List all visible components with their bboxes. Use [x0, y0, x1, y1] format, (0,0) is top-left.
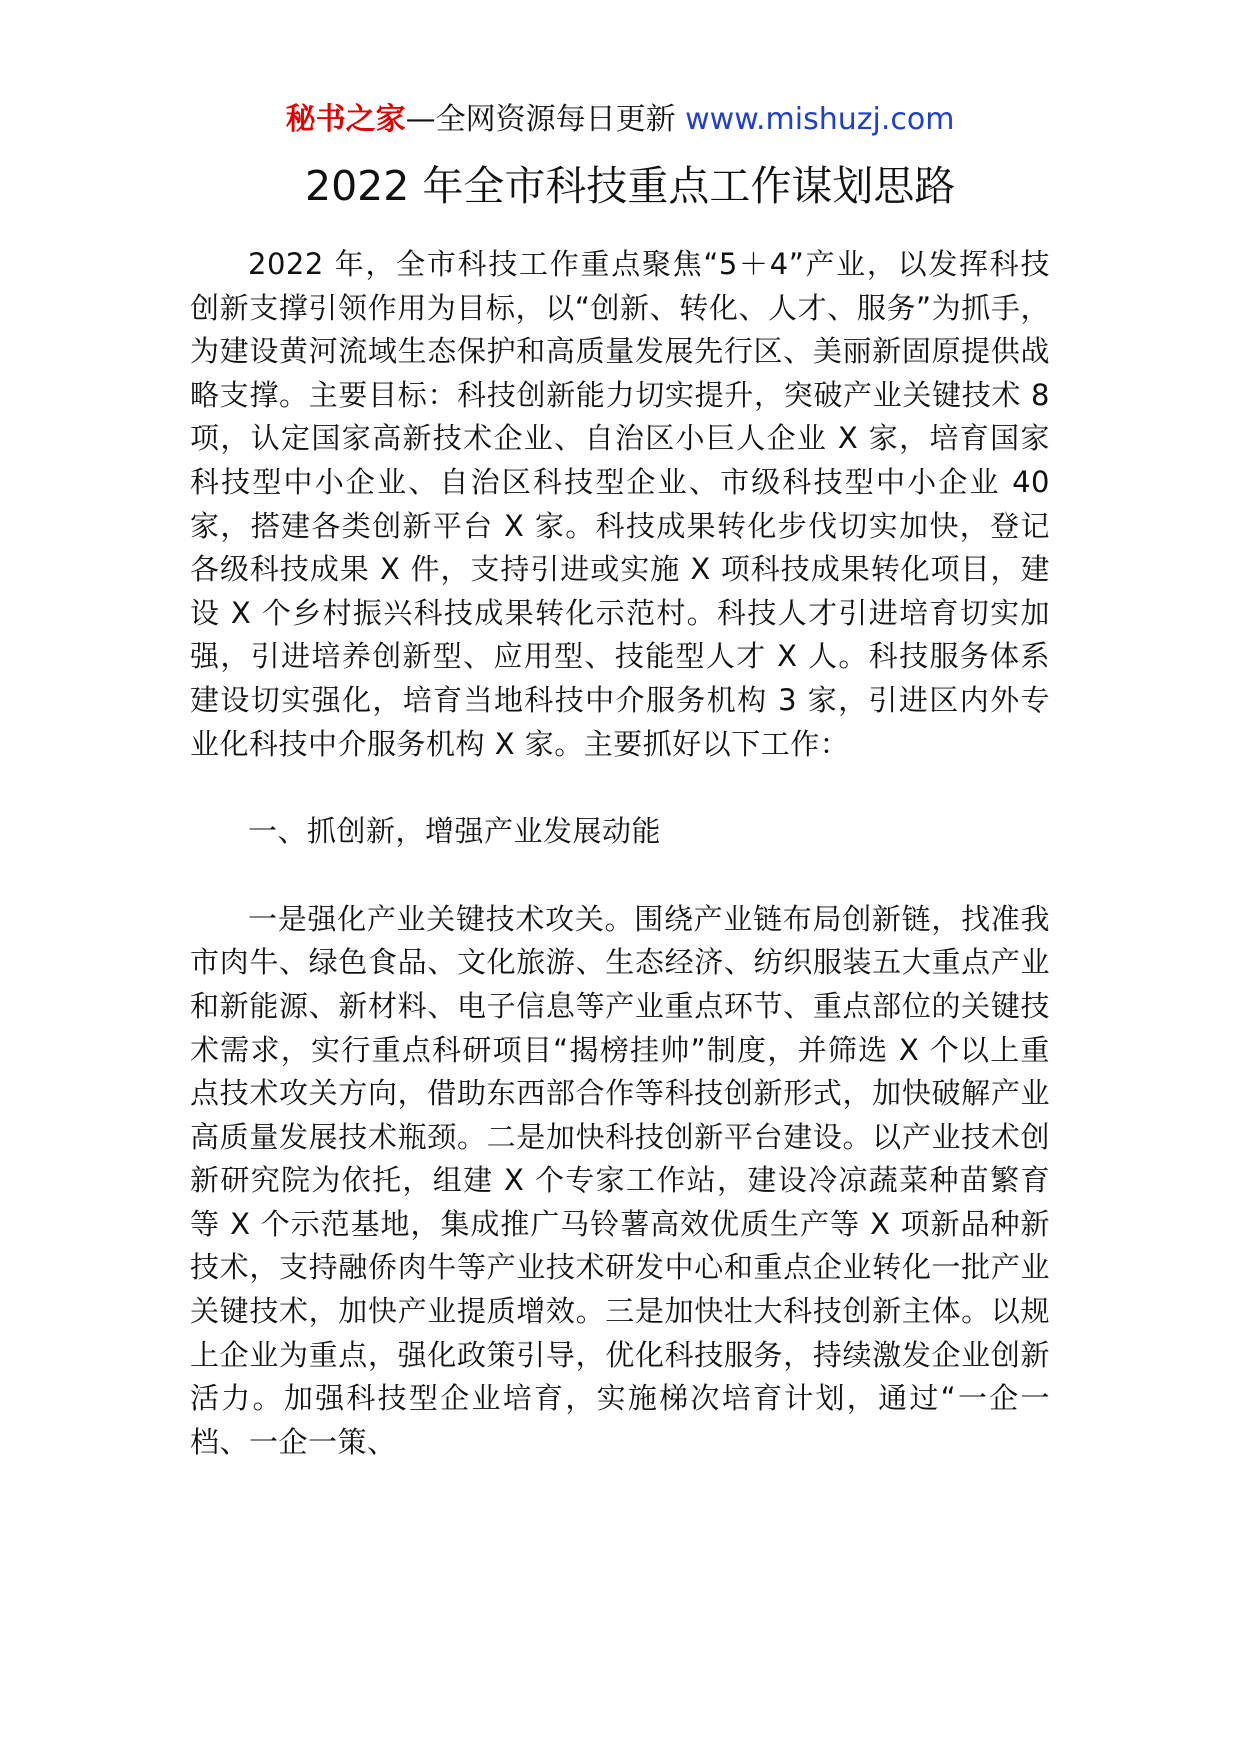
document-body [190, 243, 1050, 1464]
section-heading: 一、抓创新，增强产业发展动能 [248, 814, 662, 849]
document-title: 2022 年全市科技重点工作谋划思路 [305, 162, 956, 210]
site-url[interactable]: www.mishuzj.com [685, 102, 955, 137]
site-header [0, 100, 1240, 140]
paragraph-spacer [190, 766, 1050, 810]
section-paragraph: 一是强化产业关键技术攻关。围绕产业链布局创新链，找准我市肉牛、绿色食品、文化旅游、生态经济、纺织服装五大重点产业和新能源、新材料、电子信息等产业重点环节、重点部位的关键技术需求，实行重点科研项目“揭榜挂帅”制度，并筛选 X 个以上重点技术攻关方向，借助东西部合作等科技创新形式，加快破解产业高质量发展技术瓶颈。二是加快科技创新平台建设。以产业技术创新研究院为依托，组建 X 个专家工作站，建设冷凉蔬菜种苗繁育等 X 个示范基地，集成推广马铃薯高效优质生产等 X 项新品种新技术，支持融侨肉牛等产业技术研发中心和重点企业转化一批产业关键技术，加快产业提质增效。三是加快壮大科技创新主体。以规上企业为重点，强化政策引导，优化科技服务，持续激发企业创新活力。加强科技型企业培育，实施梯次培育计划，通过“一企一档、一企一策、 [190, 901, 1050, 1459]
header-tagline: —全网资源每日更新 [405, 102, 676, 137]
intro-paragraph: 2022 年，全市科技工作重点聚焦“5＋4”产业，以发挥科技创新支撑引领作用为目标，以“创新、转化、人才、服务”为抓手，为建设黄河流域生态保护和高质量发展先行区、美丽新固原提供战略支撑。主要目标：科技创新能力切实提升，突破产业关键技术 8 项，认定国家高新技术企业、自治区小巨人企业 X 家，培育国家科技型中小企业、自治区科技型企业、市级科技型中小企业 40 家，搭建各类创新平台 X 家。科技成果转化步伐切实加快，登记各级科技成果 X 件，支持引进或实施 X 项科技成果转化项目，建设 X 个乡村振兴科技成果转化示范村。科技人才引进培育切实加强，引进培养创新型、应用型、技能型人才 X 人。科技服务体系建设切实强化，培育当地科技中介服务机构 3 家，引进区内外专业化科技中介服务机构 X 家。主要抓好以下工作： [190, 247, 1050, 761]
paragraph-spacer [190, 854, 1050, 898]
brand-name: 秘书之家 [285, 102, 406, 137]
